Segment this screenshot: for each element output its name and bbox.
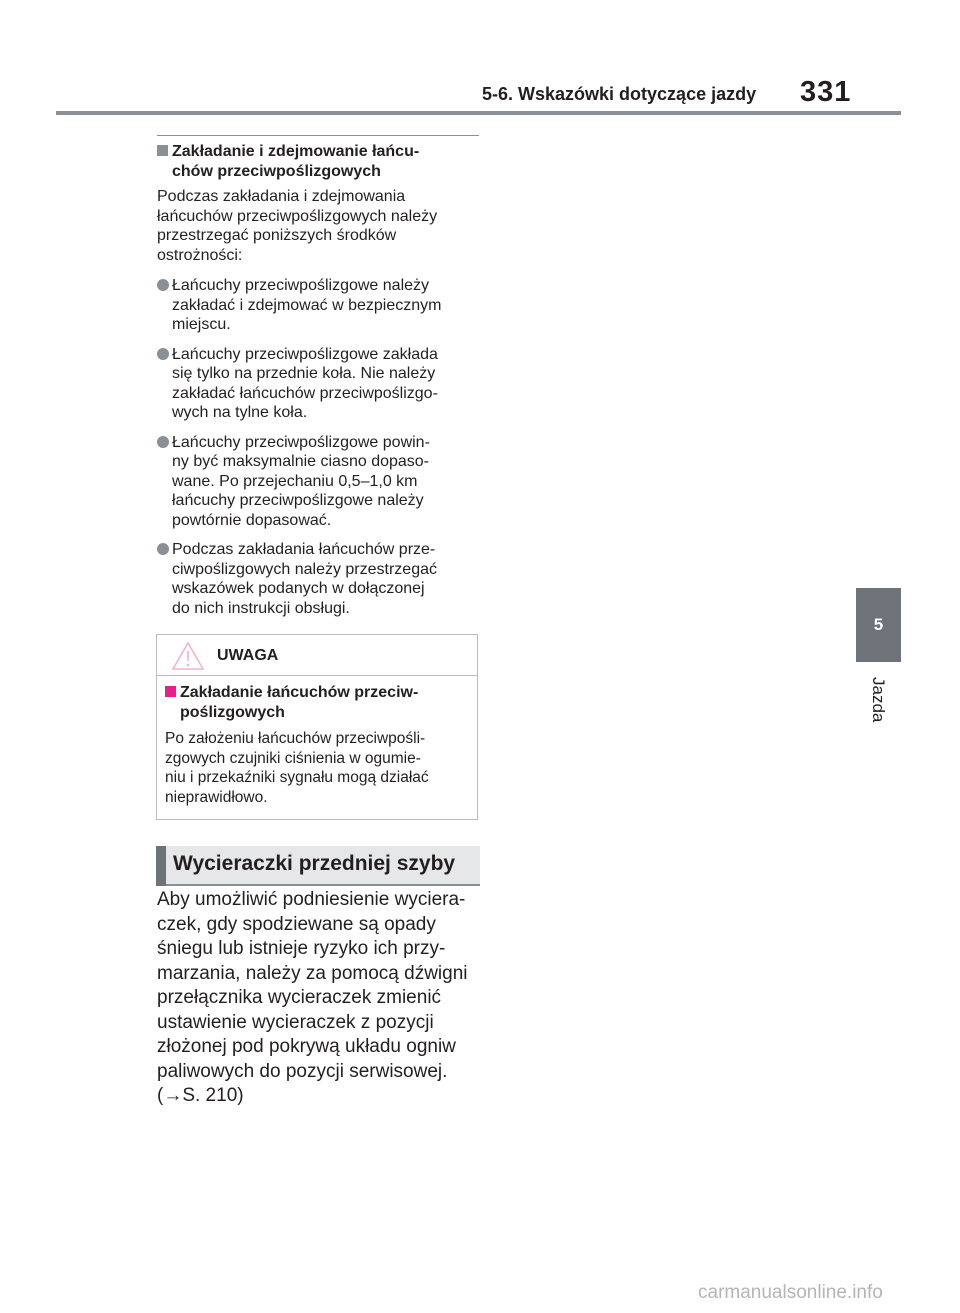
text-line: ostrożności: [157, 246, 243, 264]
text-line: wych na tylne koła. [172, 404, 308, 421]
text-line: Łańcuchy przeciwpoślizgowe zakłada [172, 345, 438, 363]
text-line: złożonej pod pokrywą układu ogniw [157, 1036, 456, 1057]
page-reference-link[interactable]: (→S. 210) [157, 1085, 244, 1106]
text-line: miejscu. [172, 316, 231, 333]
section-title: Wycieraczki przedniej szyby [173, 852, 456, 875]
circle-bullet-icon [157, 348, 169, 360]
text-line: Podczas zakładania łańcuchów prze- [172, 541, 436, 558]
chapter-label [858, 677, 898, 737]
text-line: czek, gdy spodziewane są opady [157, 913, 436, 935]
header-title: 5-6. Wskazówki dotyczące jazdy [482, 84, 757, 104]
caution-box [156, 634, 478, 820]
text-line: do nich instrukcji obsługi. [172, 599, 350, 617]
chapter-tab[interactable] [856, 588, 901, 662]
list-item [157, 540, 479, 618]
text-line: marzania, należy za pomocą dźwigni [157, 962, 468, 984]
circle-bullet-icon [157, 436, 169, 448]
text-line: wskazówek podanych w dołączonej [172, 580, 425, 597]
caution-divider [157, 675, 477, 676]
caution-heading [165, 683, 471, 723]
circle-bullet-icon [157, 279, 169, 291]
text-line: Łańcuchy przeciwpoślizgowe należy [172, 277, 430, 294]
chapter-number: 5 [873, 615, 884, 634]
section-heading-line: chów przeciwpoślizgowych [172, 163, 381, 180]
text-line: ustawienie wycieraczek z pozycji [157, 1011, 434, 1033]
text-line: łańcuchy przeciwpoślizgowe należy [172, 492, 424, 509]
square-bullet-icon [165, 686, 176, 697]
text-line: przestrzegać poniższych środków [157, 227, 397, 244]
bullet-list [157, 276, 479, 628]
text-line: się tylko na przednie koła. Nie należy [172, 365, 436, 382]
text-line: zakładać i zdejmować w bezpiecznym [172, 296, 442, 314]
text-line: ciwpoślizgowych należy przestrzegać [172, 560, 437, 578]
section-rule [157, 135, 479, 136]
caution-label: UWAGA [217, 647, 279, 664]
caution-heading-line: poślizgowych [180, 704, 285, 721]
text-line: zakładać łańcuchów przeciwpoślizgo- [172, 384, 438, 402]
text-line: nieprawidłowo. [165, 788, 268, 806]
page-number: 331 [800, 76, 852, 108]
section-banner [156, 846, 480, 886]
text-line: wane. Po przejechaniu 0,5–1,0 km [172, 472, 418, 490]
warning-triangle-icon [171, 641, 205, 671]
section-heading-line: Zakładanie i zdejmowanie łańcu- [157, 142, 479, 162]
text-line: niu i przekaźniki sygnału mogą działać [165, 769, 429, 786]
caution-heading-line: Zakładanie łańcuchów przeciw- [165, 683, 471, 703]
watermark: carmanualsonline.info [698, 1282, 883, 1303]
text-line: powtórnie dopasować. [172, 511, 332, 529]
text-line: Aby umożliwić podniesienie wyciera- [157, 889, 466, 910]
intro-paragraph [157, 187, 479, 265]
circle-bullet-icon [157, 543, 169, 555]
list-item [157, 345, 479, 423]
text-line: Podczas zakładania i zdejmowania [157, 188, 406, 205]
text-line: śniegu lub istnieje ryzyko ich przy- [157, 938, 446, 959]
header-rule [56, 111, 901, 115]
list-item [157, 433, 479, 531]
text-line: paliwowych do pozycji serwisowej. [157, 1060, 448, 1082]
section-heading [157, 142, 479, 182]
text-line: ny być maksymalnie ciasno dopaso- [172, 453, 430, 470]
square-bullet-icon [157, 145, 168, 156]
chapter-label-text: Jazda [869, 677, 888, 723]
banner-bar [156, 846, 166, 886]
body-paragraph [157, 888, 487, 1109]
caution-header [157, 635, 477, 675]
text-line: łańcuchów przeciwpoślizgowych należy [157, 207, 438, 225]
caution-body [165, 729, 475, 807]
text-line: przełącznika wycieraczek zmienić [157, 987, 442, 1008]
list-item [157, 276, 479, 335]
text-line: zgowych czujniki ciśnienia w ogumie- [165, 749, 421, 767]
text-line: Po założeniu łańcuchów przeciwpośli- [165, 730, 426, 747]
text-line: Łańcuchy przeciwpoślizgowe powin- [172, 433, 430, 451]
